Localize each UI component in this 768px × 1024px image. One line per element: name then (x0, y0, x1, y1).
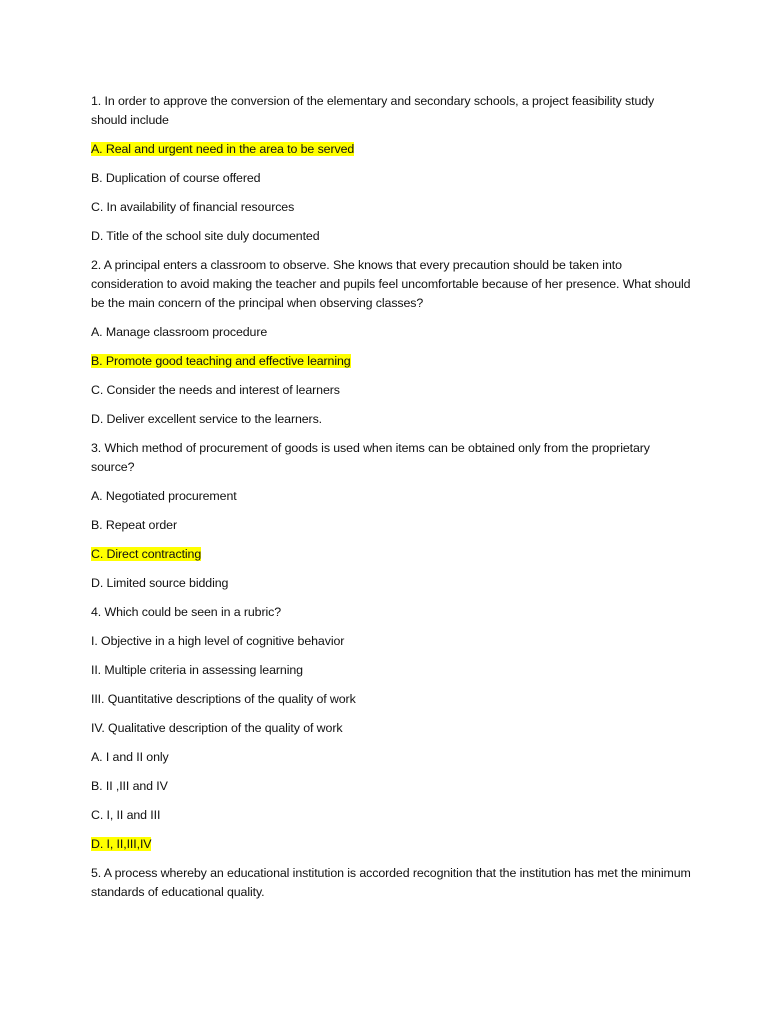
answer-highlight: A. Real and urgent need in the area to be served (91, 142, 355, 156)
answer-highlight: C. Direct contracting (91, 547, 202, 561)
question-1-option-b: B. Duplication of course offered (91, 171, 261, 185)
question-4-statement-2: II. Multiple criteria in assessing learning (91, 663, 303, 677)
question-4-option-d (91, 835, 691, 854)
question-2-option-b (91, 352, 691, 371)
answer-highlight: B. Promote good teaching and effective learning (91, 354, 351, 368)
document-content (91, 92, 691, 912)
question-2-option-a: A. Manage classroom procedure (91, 325, 268, 339)
question-4-statement-4: IV. Qualitative description of the quality of work (91, 721, 343, 735)
question-2-stem: 2. A principal enters a classroom to observe. She knows that every precaution should be taken into consideration to avoid making the teacher and pupils feel uncomfortable because of her presence. What should be the main concern of the principal when observing classes? (91, 258, 691, 310)
question-4-option-b: B. II ,III and IV (91, 779, 168, 793)
question-4-option-c: C. I, II and III (91, 808, 161, 822)
question-4-statement-3: III. Quantitative descriptions of the quality of work (91, 692, 356, 706)
question-2-option-d: D. Deliver excellent service to the learners. (91, 412, 323, 426)
question-4-stem: 4. Which could be seen in a rubric? (91, 605, 282, 619)
question-1-option-a (91, 140, 691, 159)
question-3-option-c (91, 545, 691, 564)
question-4-option-a: A. I and II only (91, 750, 169, 764)
question-5-stem: 5. A process whereby an educational institution is accorded recognition that the institution has met the minimum standards of educational quality. (91, 866, 691, 899)
question-3-stem: 3. Which method of procurement of goods is used when items can be obtained only from the proprietary source? (91, 441, 650, 474)
answer-highlight: D. I, II,III,IV (91, 837, 152, 851)
question-3-option-b: B. Repeat order (91, 518, 177, 532)
question-1-option-c: C. In availability of financial resources (91, 200, 295, 214)
question-4-statement-1: I. Objective in a high level of cognitive behavior (91, 634, 345, 648)
question-1-stem: 1. In order to approve the conversion of the elementary and secondary schools, a project feasibility study should include (91, 94, 655, 127)
question-2-option-c: C. Consider the needs and interest of learners (91, 383, 340, 397)
question-3-option-d: D. Limited source bidding (91, 576, 229, 590)
question-1-option-d: D. Title of the school site duly documented (91, 229, 320, 243)
question-3-option-a: A. Negotiated procurement (91, 489, 237, 503)
